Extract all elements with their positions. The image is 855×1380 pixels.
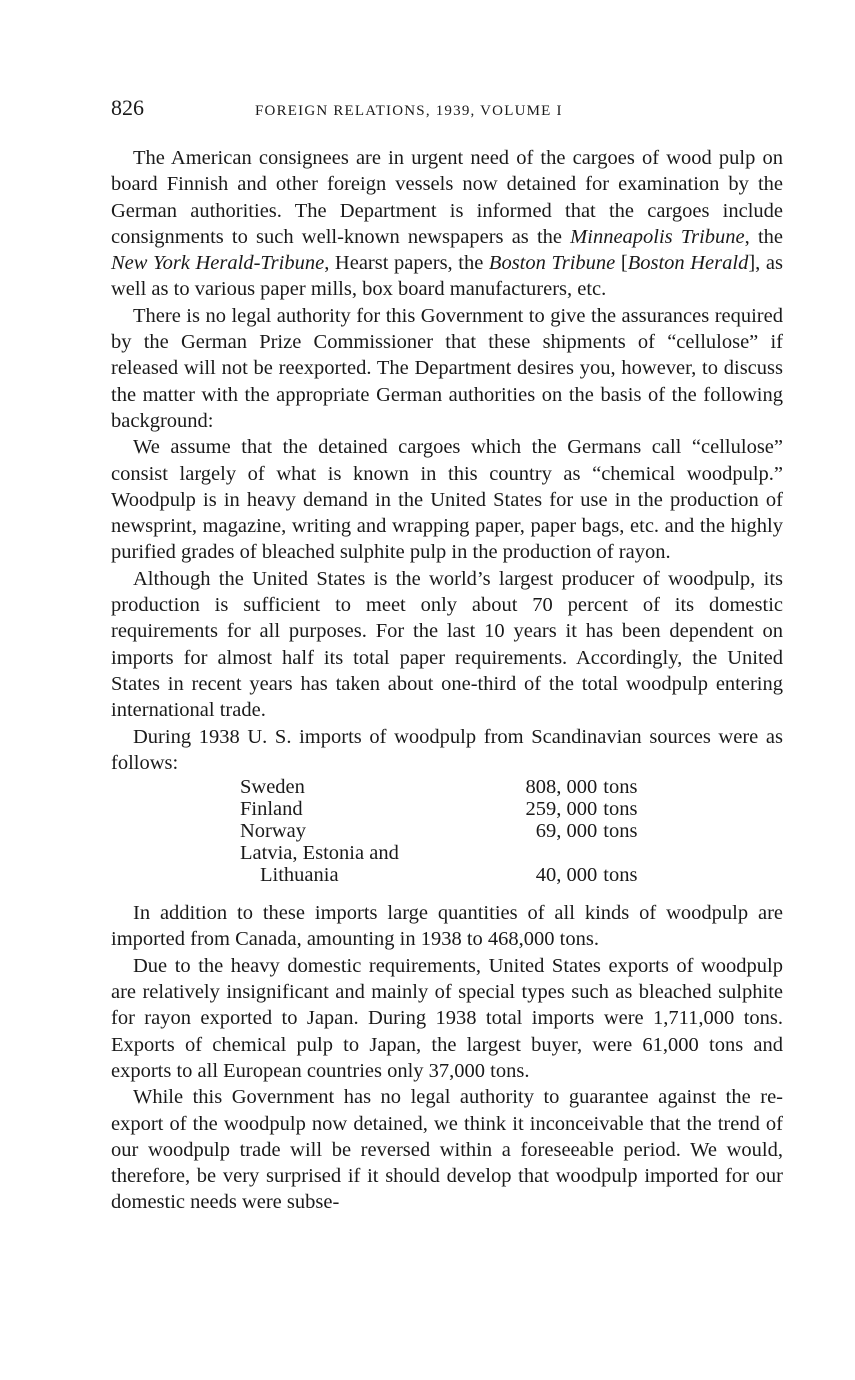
import-country: Finland bbox=[240, 798, 303, 821]
paragraph-cellulose: We assume that the detained cargoes which the Germans call “cellulose” consist largely of what is known in this country as “chemical woodpulp.” Woodpulp is in heavy demand in the United States for use in the production of newsprint, magazine, writing and wrapping paper, paper bags, etc. and the highly purified grades of bleached sulphite pulp in the production of rayon. bbox=[111, 436, 783, 564]
table-row bbox=[240, 820, 660, 842]
import-amount: 808, 000 bbox=[525, 776, 598, 799]
paragraph-text: ], as well as to various paper mills, box board manufacturers, etc. bbox=[111, 252, 783, 301]
import-country bbox=[240, 842, 493, 886]
paragraph-canada-imports: In addition to these imports large quantities of all kinds of woodpulp are imported from Canada, amounting in 1938 to 468,000 tons. bbox=[111, 902, 783, 951]
paragraph-imports-intro: During 1938 U. S. imports of woodpulp from Scandinavian sources were as follows: bbox=[111, 725, 783, 774]
newspaper-title: Boston Herald bbox=[627, 252, 749, 275]
import-country-continuation: Lithuania bbox=[260, 864, 339, 887]
import-unit: tons bbox=[603, 798, 638, 821]
import-amount: 69, 000 bbox=[535, 820, 598, 843]
table-row bbox=[240, 776, 660, 798]
paragraph-re-export: While this Government has no legal authority to guarantee against the re-export of the woodpulp now detained, we think it inconceivable that the trend of our woodpulp trade will be reversed within a foreseeable period. We would, therefore, be very surprised if it should develop that woodpulp imported for our domestic needs were subse- bbox=[111, 1086, 783, 1214]
running-head bbox=[111, 95, 783, 127]
document-page bbox=[111, 95, 783, 1216]
newspaper-title: New York Herald-Tribune bbox=[111, 252, 325, 275]
import-unit: tons bbox=[603, 820, 638, 843]
import-unit: tons bbox=[603, 776, 638, 799]
paragraph-production: Although the United States is the world’s largest producer of woodpulp, its production is sufficient to meet only about 70 percent of its domestic requirements for all purposes. For the last 10 years it has been dependent on imports for almost half its total paper requirements. Accordingly, the United States in recent years has taken about one-third of the total woodpulp entering international trade. bbox=[111, 567, 783, 722]
paragraph-text: , the bbox=[744, 225, 783, 248]
import-amount: 259, 000 bbox=[525, 798, 598, 821]
paragraph-text: , Hearst papers, the bbox=[324, 252, 489, 275]
paragraph-consignees bbox=[111, 145, 783, 303]
paragraph-legal-authority: There is no legal authority for this Government to give the assurances required by the German Prize Commissioner that these shipments of “cellulose” if released will not be reexported. The Department desires you, however, to discuss the matter with the appropriate German authorities on the basis of the following background: bbox=[111, 304, 783, 432]
table-row bbox=[240, 842, 660, 886]
table-row bbox=[240, 798, 660, 820]
running-head-title: FOREIGN RELATIONS, 1939, VOLUME I bbox=[255, 103, 563, 119]
page-number: 826 bbox=[111, 95, 144, 120]
import-country: Sweden bbox=[240, 776, 305, 799]
imports-table bbox=[111, 776, 783, 886]
import-country-line: Latvia, Estonia and bbox=[240, 842, 399, 865]
paragraph-exports: Due to the heavy domestic requirements, United States exports of woodpulp are relatively insignificant and mainly of special types such as bleached sulphite for rayon exported to Japan. During 1938 total imports were 1,711,000 tons. Exports of chemical pulp to Japan, the largest buyer, were 61,000 tons and exports to all European countries only 37,000 tons. bbox=[111, 954, 783, 1082]
import-amount: 40, 000 bbox=[535, 864, 598, 887]
paragraph-text: [ bbox=[615, 252, 628, 275]
import-country: Norway bbox=[240, 820, 307, 843]
paragraph-text: The American consignees are in urgent need of the cargoes of wood pulp on board Finnish and other foreign vessels now detained for examination by the German authorities. The Department is informed that the cargoes include consignments to such well-known newspapers as the bbox=[111, 147, 783, 248]
newspaper-title: Minneapolis Tribune bbox=[570, 225, 745, 248]
import-unit: tons bbox=[603, 864, 638, 887]
newspaper-title: Boston Tribune bbox=[488, 252, 616, 275]
